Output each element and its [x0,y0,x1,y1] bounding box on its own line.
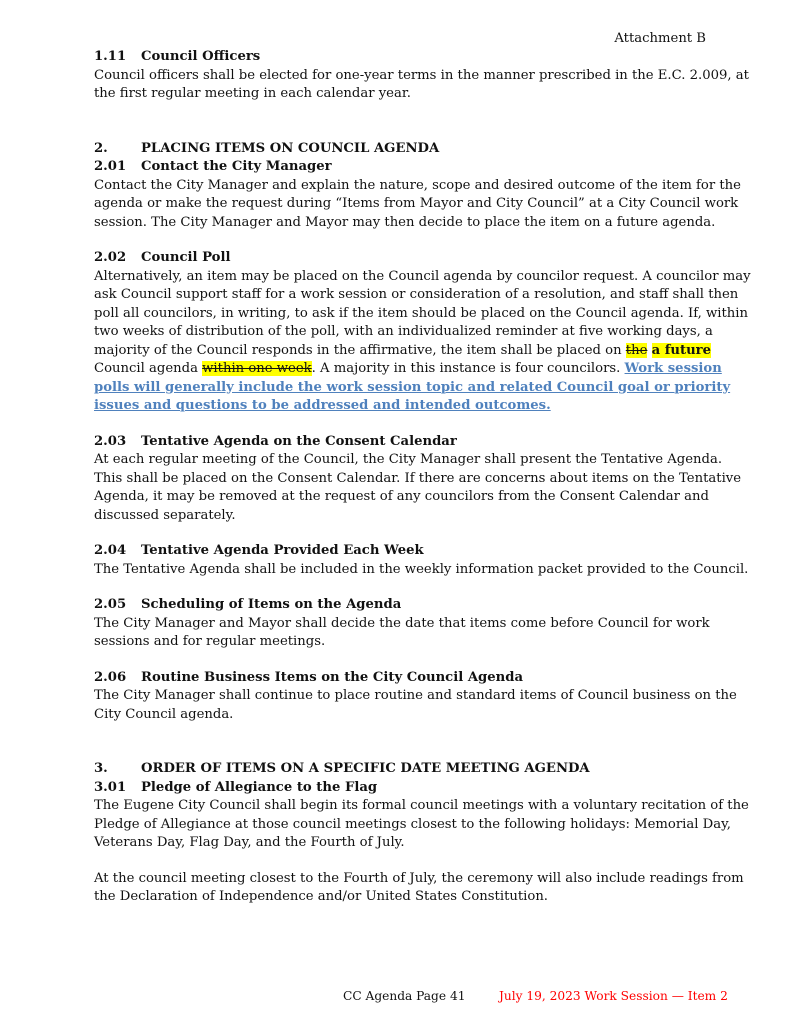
deleted-text: within one week [202,361,312,376]
section-title: Council Officers [141,49,261,64]
section-heading [94,158,754,177]
section-body [94,268,754,416]
body-text: Council agenda [94,361,203,376]
section-title: Tentative Agenda on the Consent Calendar [141,433,457,449]
section-2-03 [94,433,754,526]
major-section-number: 2. [94,140,108,156]
major-section-number: 3. [94,761,108,776]
section-body: The City Manager shall continue to place routine and standard items of Council business on the City Council agenda. [94,688,737,722]
body-text: Alternatively, an item may be placed on the Council agenda by councilor request. A councilor may ask Council support staff for a work session or consideration of a resolution, and staff shall then poll all councilors, in writing, to ask if the item should be placed on the Council agenda. If, within two weeks of distribution of the poll, with an individualized reminder at five working days, a majority of the Council responds in the affirmative, the item shall be placed on [94,268,751,358]
section-number: 2.02 [94,250,127,265]
major-section-heading [94,760,754,779]
section-title: Scheduling of Items on the Agenda [141,597,402,612]
section-number: 1.11 [94,49,127,64]
section-2-02 [94,249,754,416]
section-heading [94,669,754,688]
section-number: 2.01 [94,159,127,174]
footer-page-label: CC Agenda Page 41 [343,989,466,1003]
major-section-heading [94,140,754,159]
section-body: Contact the City Manager and explain the nature, scope and desired outcome of the item for the agenda or make the request during “Items from Mayor and City Council” at a City Council work session. The City Manager and Mayor may then decide to place the item on a future agenda. [94,177,741,230]
section-title: Pledge of Allegiance to the Flag [141,779,378,795]
section-body: At each regular meeting of the Council, the City Manager shall present the Tentative Agenda. This shall be placed on the Consent Calendar. If there are concerns about items on the Tentative Agenda, it may be removed at the request of any councilors from the Consent Calendar and discussed separately. [94,452,742,523]
section-number: 2.03 [94,433,127,449]
attachment-label: Attachment B [614,31,706,46]
section-2-06 [94,669,754,725]
section-heading [94,596,754,615]
section-1-11 [94,48,754,104]
inserted-text: a future [651,342,712,358]
section-body: The Tentative Agenda shall be included in the weekly information packet provided to the Council. [94,561,749,577]
body-text: . A majority in this instance is four councilors. [311,361,625,376]
section-2-05 [94,596,754,652]
footer-session-label: July 19, 2023 Work Session — Item 2 [499,989,728,1003]
section-number: 2.04 [94,543,127,558]
section-number: 2.05 [94,597,127,612]
section-number: 3.01 [94,779,127,795]
deleted-text: the [625,342,648,358]
section-3-01 [94,779,754,853]
inserted-text-blue: Work session polls will generally include the work session topic and related Council goal or priority issues and questions to be addressed and intended outcomes. [94,361,731,413]
document-body [94,48,754,907]
section-body: The City Manager and Mayor shall decide the date that items come before Council for work sessions and for regular meetings. [94,615,710,649]
section-heading [94,433,754,452]
section-title: Contact the City Manager [141,159,332,174]
section-body: The Eugene City Council shall begin its formal council meetings with a voluntary recitation of the Pledge of Allegiance at those council meetings closest to the following holidays: Memorial Day, Veterans Day, Flag Day, and the Fourth of July. [94,798,749,850]
section-number: 2.06 [94,669,127,685]
section-2-01 [94,158,754,232]
section-heading [94,249,754,268]
major-section-title: PLACING ITEMS ON COUNCIL AGENDA [141,140,440,156]
section-heading [94,48,754,67]
section-heading [94,779,754,798]
section-title: Tentative Agenda Provided Each Week [141,543,424,558]
section-heading [94,542,754,561]
major-section-title: ORDER OF ITEMS ON A SPECIFIC DATE MEETING AGENDA [141,761,590,776]
section-body: At the council meeting closest to the Fourth of July, the ceremony will also include readings from the Declaration of Independence and/or United States Constitution. [94,870,744,904]
section-2-04 [94,542,754,579]
section-body: Council officers shall be elected for one-year terms in the manner prescribed in the E.C. 2.009, at the first regular meeting in each calendar year. [94,67,749,101]
section-title: Routine Business Items on the City Council Agenda [141,669,524,685]
section-title: Council Poll [141,250,231,265]
